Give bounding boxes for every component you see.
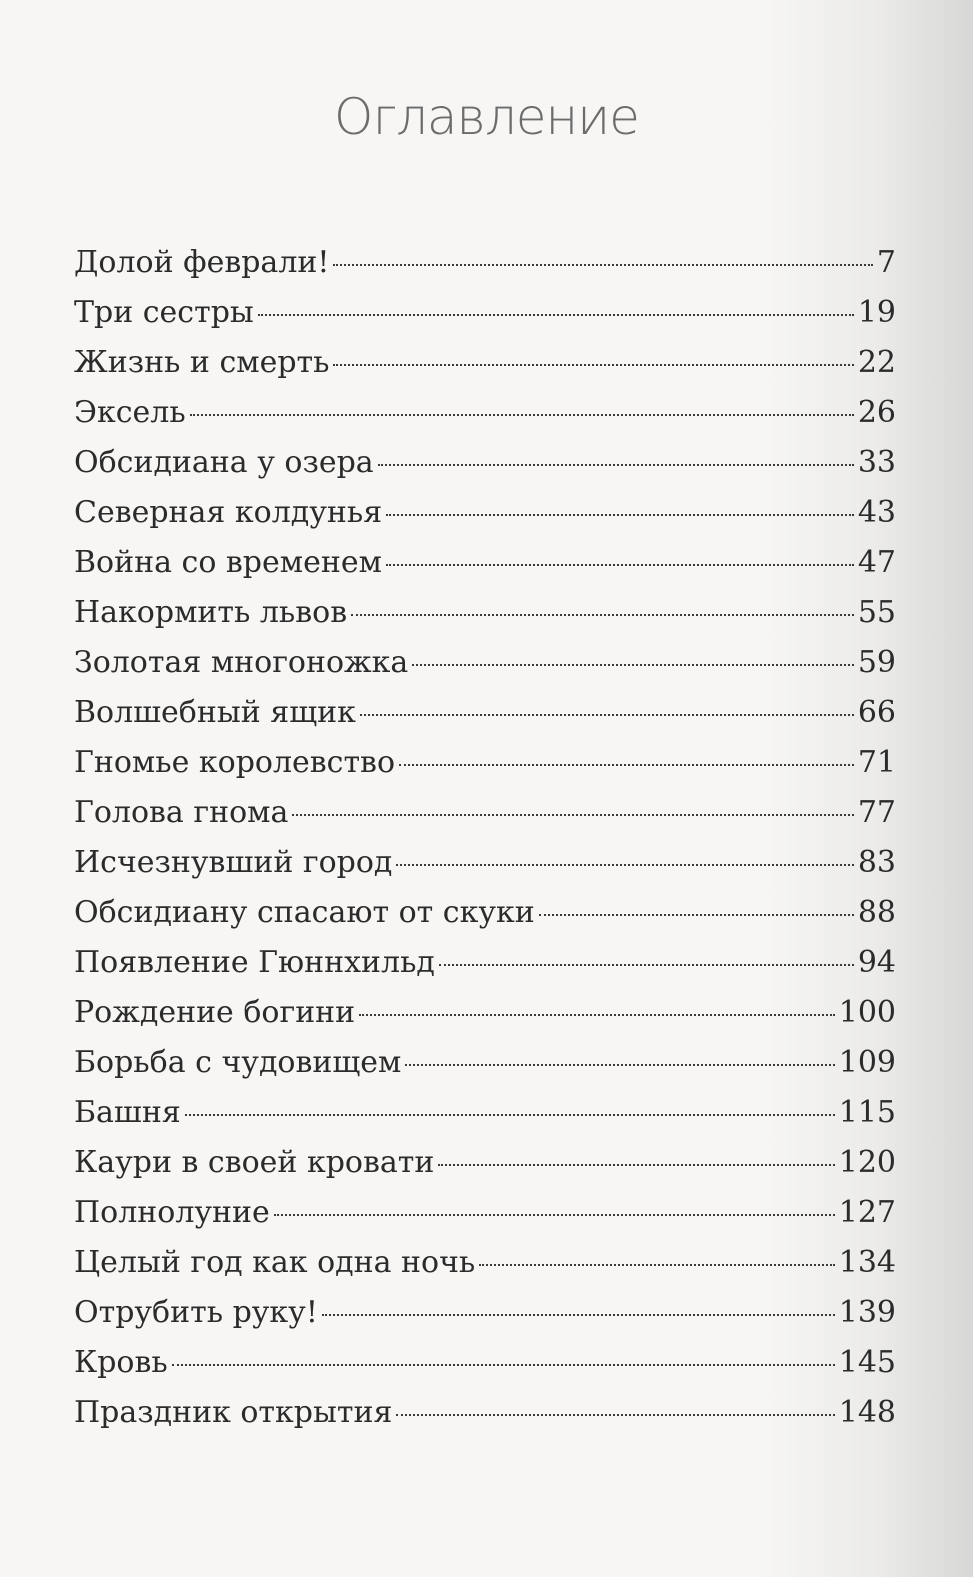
- toc-entry-title: Праздник открытия: [74, 1395, 393, 1430]
- dot-leader: [386, 514, 854, 516]
- toc-entry-title: Золотая многоножка: [74, 645, 409, 680]
- toc-entry: [74, 688, 896, 738]
- toc-entry-title: Каури в своей кровати: [74, 1145, 435, 1180]
- toc-entry-page: 43: [857, 495, 896, 530]
- dot-leader: [359, 1014, 835, 1016]
- toc-entry-title: Волшебный ящик: [74, 695, 356, 730]
- toc-entry-page: 66: [857, 695, 896, 730]
- toc-entry-page: 145: [838, 1345, 896, 1380]
- toc-entry-title: Целый год как одна ночь: [74, 1245, 476, 1280]
- toc-entry-page: 77: [857, 795, 896, 830]
- toc-entry-title: Рождение богини: [74, 995, 356, 1030]
- toc-entry: [74, 988, 896, 1038]
- dot-leader: [396, 1414, 834, 1416]
- toc-entry: [74, 488, 896, 538]
- toc-entry: [74, 1038, 896, 1088]
- toc-entry: [74, 588, 896, 638]
- toc-entry-title: Кровь: [74, 1345, 168, 1380]
- toc-entry-title: Война со временем: [74, 545, 382, 580]
- toc-entry-title: Отрубить руку!: [74, 1295, 318, 1330]
- dot-leader: [539, 914, 854, 916]
- dot-leader: [190, 414, 854, 416]
- toc-entry-title: Гномье королевство: [74, 745, 396, 780]
- toc-entry: [74, 238, 896, 288]
- dot-leader: [292, 814, 853, 816]
- toc-entry-title: Обсидиану спасают от скуки: [74, 895, 535, 930]
- toc-entry-page: 71: [857, 745, 896, 780]
- toc-entry-page: 148: [838, 1395, 896, 1430]
- page-title: Оглавление: [334, 88, 639, 146]
- dot-leader: [399, 764, 854, 766]
- dot-leader: [479, 1264, 834, 1266]
- toc-entry-page: 100: [838, 995, 896, 1030]
- dot-leader: [412, 664, 854, 666]
- toc-entry-title: Появление Гюннхильд: [74, 945, 435, 980]
- dot-leader: [258, 314, 854, 316]
- toc-entry: [74, 338, 896, 388]
- toc-entry-title: Три сестры: [74, 295, 254, 330]
- toc-entry: [74, 288, 896, 338]
- toc-entry-page: 7: [876, 245, 896, 280]
- toc-entry: [74, 388, 896, 438]
- toc-entry-page: 127: [838, 1195, 896, 1230]
- toc-entry-title: Обсидиана у озера: [74, 445, 374, 480]
- toc-entry: [74, 738, 896, 788]
- toc-entry: [74, 788, 896, 838]
- toc-entry-title: Накормить львов: [74, 595, 348, 630]
- toc-entry-page: 109: [838, 1045, 896, 1080]
- table-of-contents: [74, 238, 896, 1438]
- toc-entry-page: 22: [857, 345, 896, 380]
- toc-entry: [74, 538, 896, 588]
- dot-leader: [386, 564, 854, 566]
- toc-entry-title: Башня: [74, 1095, 181, 1130]
- toc-entry-title: Эксель: [74, 395, 186, 430]
- toc-entry: [74, 1188, 896, 1238]
- toc-entry-page: 139: [838, 1295, 896, 1330]
- toc-entry-page: 94: [857, 945, 896, 980]
- toc-entry-page: 134: [838, 1245, 896, 1280]
- toc-entry: [74, 838, 896, 888]
- toc-entry-title: Голова гнома: [74, 795, 289, 830]
- dot-leader: [396, 864, 853, 866]
- toc-entry-title: Исчезнувший город: [74, 845, 393, 880]
- dot-leader: [172, 1364, 835, 1366]
- dot-leader: [333, 264, 872, 266]
- toc-entry-title: Жизнь и смерть: [74, 345, 330, 380]
- dot-leader: [378, 464, 854, 466]
- toc-entry-page: 47: [857, 545, 896, 580]
- toc-entry: [74, 1388, 896, 1438]
- toc-entry-page: 120: [838, 1145, 896, 1180]
- toc-entry-page: 55: [857, 595, 896, 630]
- dot-leader: [438, 1164, 834, 1166]
- toc-entry: [74, 1288, 896, 1338]
- toc-entry: [74, 1138, 896, 1188]
- toc-entry-page: 33: [857, 445, 896, 480]
- toc-entry-page: 59: [857, 645, 896, 680]
- toc-entry: [74, 1238, 896, 1288]
- toc-entry: [74, 438, 896, 488]
- toc-entry: [74, 888, 896, 938]
- toc-entry-page: 115: [838, 1095, 896, 1130]
- toc-entry-page: 83: [857, 845, 896, 880]
- toc-entry-page: 88: [857, 895, 896, 930]
- toc-entry: [74, 638, 896, 688]
- toc-entry-title: Долой феврали!: [74, 245, 330, 280]
- toc-entry-title: Полнолуние: [74, 1195, 270, 1230]
- toc-entry: [74, 1338, 896, 1388]
- toc-entry-page: 26: [857, 395, 896, 430]
- dot-leader: [360, 714, 854, 716]
- toc-entry-title: Борьба с чудовищем: [74, 1045, 402, 1080]
- toc-entry-title: Северная колдунья: [74, 495, 383, 530]
- dot-leader: [333, 364, 853, 366]
- dot-leader: [351, 614, 854, 616]
- dot-leader: [185, 1114, 835, 1116]
- toc-entry: [74, 938, 896, 988]
- toc-entry: [74, 1088, 896, 1138]
- dot-leader: [439, 964, 854, 966]
- dot-leader: [405, 1064, 834, 1066]
- dot-leader: [274, 1214, 835, 1216]
- dot-leader: [322, 1314, 835, 1316]
- toc-entry-page: 19: [857, 295, 896, 330]
